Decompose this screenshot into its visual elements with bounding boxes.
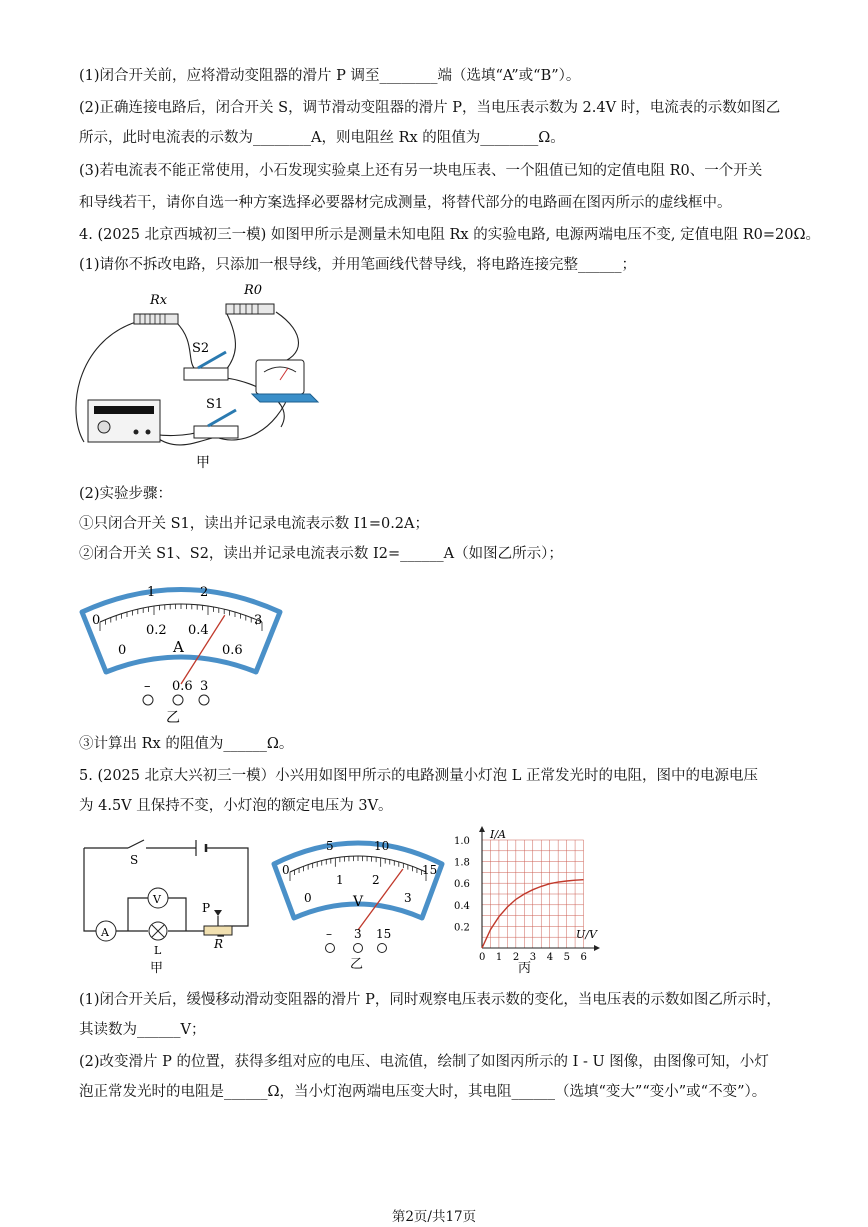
x-tick-label: 2 bbox=[512, 952, 520, 963]
circuit-caption: 甲 bbox=[150, 961, 164, 976]
q4-part1: (1)请你不拆改电路，只添加一根导线，并用笔画线代替导线，将电路连接完整______； bbox=[79, 257, 637, 273]
slider-label: P bbox=[202, 901, 211, 915]
ammeter-bottom-tick: 0 bbox=[118, 643, 127, 658]
voltmeter-bottom-tick: 1 bbox=[336, 873, 344, 887]
ammeter-top-tick: 2 bbox=[200, 585, 209, 600]
q3-part2-line2: 所示，此时电流表的示数为________A，则电阻丝 Rx 的阻值为________Ω。 bbox=[79, 130, 565, 146]
rx-label: Rx bbox=[150, 293, 168, 308]
ammeter-symbol-label: A bbox=[101, 926, 109, 939]
voltmeter-figure bbox=[268, 826, 448, 976]
q5-part2-line2: 泡正常发光时的电阻是______Ω，当小灯泡两端电压变大时，其电阻______（选填“变大”“变小”或“不变”）。 bbox=[79, 1084, 767, 1100]
voltmeter-bottom-tick: 3 bbox=[404, 891, 412, 905]
graph-y-axis-label: I/A bbox=[490, 828, 506, 841]
r0-label: R0 bbox=[244, 283, 263, 298]
x-tick-label: 0 bbox=[479, 952, 486, 963]
y-tick-label: 1.8 bbox=[454, 857, 470, 869]
q5-title: 5. (2025 北京大兴初三一模）小兴用如图甲所示的电路测量小灯泡 L 正常发光时的电阻，图中的电源电压 bbox=[79, 768, 758, 784]
x-tick-label: 3 bbox=[529, 952, 537, 963]
ammeter-bottom-tick: 0.4 bbox=[188, 623, 209, 638]
r0-resistor bbox=[226, 304, 274, 314]
ammeter-device bbox=[256, 360, 304, 394]
voltmeter-top-tick: 15 bbox=[422, 863, 438, 877]
q4-step1: ①只闭合开关 S1，读出并记录电流表示数 I1=0.2A； bbox=[79, 516, 430, 532]
ammeter-top-tick: 3 bbox=[254, 613, 263, 628]
graph-x-axis-label: U/V bbox=[576, 928, 597, 941]
q4-part2: (2)实验步骤： bbox=[79, 486, 173, 502]
voltmeter-terminal-label: 3 bbox=[354, 927, 362, 941]
switch-s2 bbox=[184, 368, 228, 380]
ammeter-top-tick: 1 bbox=[147, 585, 156, 600]
rheostat-symbol bbox=[204, 926, 232, 935]
ammeter-bottom-tick: 0.2 bbox=[146, 623, 167, 638]
voltmeter-bottom-tick: 0 bbox=[304, 891, 312, 905]
q5-title-line2: 为 4.5V 且保持不变，小灯泡的额定电压为 3V。 bbox=[79, 798, 393, 814]
voltmeter-caption: 乙 bbox=[350, 957, 364, 972]
y-tick-label: 0.2 bbox=[454, 922, 470, 934]
ammeter-unit: A bbox=[173, 638, 184, 656]
ammeter-terminal-label: 0.6 bbox=[172, 679, 193, 694]
q3-part1: (1)闭合开关前，应将滑动变阻器的滑片 P 调至________端（选填“A”或“B”）。 bbox=[79, 68, 581, 84]
q4-title: 4. (2025 北京西城初三一模) 如图甲所示是测量未知电阻 Rx 的实验电路, 电源两端电压不变, 定值电阻 R0=20Ω。 bbox=[79, 227, 820, 243]
q4-step3: ③计算出 Rx 的阻值为______Ω。 bbox=[79, 736, 294, 752]
circuit-figure bbox=[78, 836, 258, 976]
voltmeter-bottom-tick: 2 bbox=[372, 873, 380, 887]
q3-part3-line1: (3)若电流表不能正常使用，小石发现实验桌上还有另一块电压表、一个阻值已知的定值电阻 R0、一个开关 bbox=[79, 163, 763, 179]
y-tick-label: 0.6 bbox=[454, 879, 470, 891]
y-tick-label: 0.4 bbox=[454, 900, 470, 912]
q5-part1-line1: (1)闭合开关后，缓慢移动滑动变阻器的滑片 P，同时观察电压表示数的变化，当电压表的示数如图乙所示时， bbox=[79, 992, 781, 1008]
switch-label: S bbox=[130, 853, 139, 867]
voltmeter-top-tick: 10 bbox=[374, 839, 390, 853]
ammeter-terminal-label: 3 bbox=[200, 679, 209, 694]
x-tick-label: 4 bbox=[546, 952, 554, 963]
ammeter-top-tick: 0 bbox=[92, 613, 101, 628]
voltmeter-terminal-label: 15 bbox=[376, 927, 392, 941]
voltmeter-symbol-label: V bbox=[153, 893, 161, 906]
voltmeter-top-tick: 5 bbox=[326, 839, 334, 853]
s2-label: S2 bbox=[192, 341, 210, 356]
x-tick-label: 5 bbox=[563, 952, 570, 963]
q3-part3-line2: 和导线若干，请你自选一种方案选择必要器材完成测量，将替代部分的电路画在图丙所示的虚线框中。 bbox=[79, 195, 732, 211]
switch-s1 bbox=[194, 426, 238, 438]
q5-part1-line2: 其读数为______V； bbox=[79, 1022, 206, 1038]
x-tick-label: 1 bbox=[495, 952, 503, 963]
figure-jia-caption: 甲 bbox=[196, 455, 210, 471]
figure-yi-caption: 乙 bbox=[166, 710, 180, 726]
ammeter-bottom-tick: 0.6 bbox=[222, 643, 243, 658]
rx-resistor bbox=[134, 314, 178, 324]
ammeter-figure bbox=[76, 572, 286, 732]
iu-graph bbox=[452, 826, 612, 976]
s1-label: S1 bbox=[206, 397, 224, 412]
voltmeter-terminal-label: – bbox=[326, 927, 332, 941]
graph-caption: 丙 bbox=[518, 961, 532, 976]
q5-part2-line1: (2)改变滑片 P 的位置，获得多组对应的电压、电流值，绘制了如图丙所示的 I - U 图像，由图像可知，小灯 bbox=[79, 1054, 769, 1070]
x-tick-label: 6 bbox=[580, 952, 587, 963]
bulb-label: L bbox=[154, 944, 162, 957]
voltmeter-unit: V bbox=[353, 894, 364, 910]
rheostat-label: R bbox=[214, 937, 224, 951]
ammeter-terminal-label: – bbox=[144, 679, 151, 694]
q3-part2-line1: (2)正确连接电路后，闭合开关 S，调节滑动变阻器的滑片 P，当电压表示数为 2.4V 时，电流表的示数如图乙 bbox=[79, 100, 781, 116]
y-tick-label: 1.0 bbox=[454, 836, 470, 847]
page-footer: 第2页/共17页 bbox=[391, 1209, 477, 1225]
apparatus-figure bbox=[66, 282, 326, 472]
voltmeter-top-tick: 0 bbox=[282, 863, 290, 877]
q4-step2: ②闭合开关 S1、S2，读出并记录电流表示数 I2=______A（如图乙所示）； bbox=[79, 546, 563, 562]
